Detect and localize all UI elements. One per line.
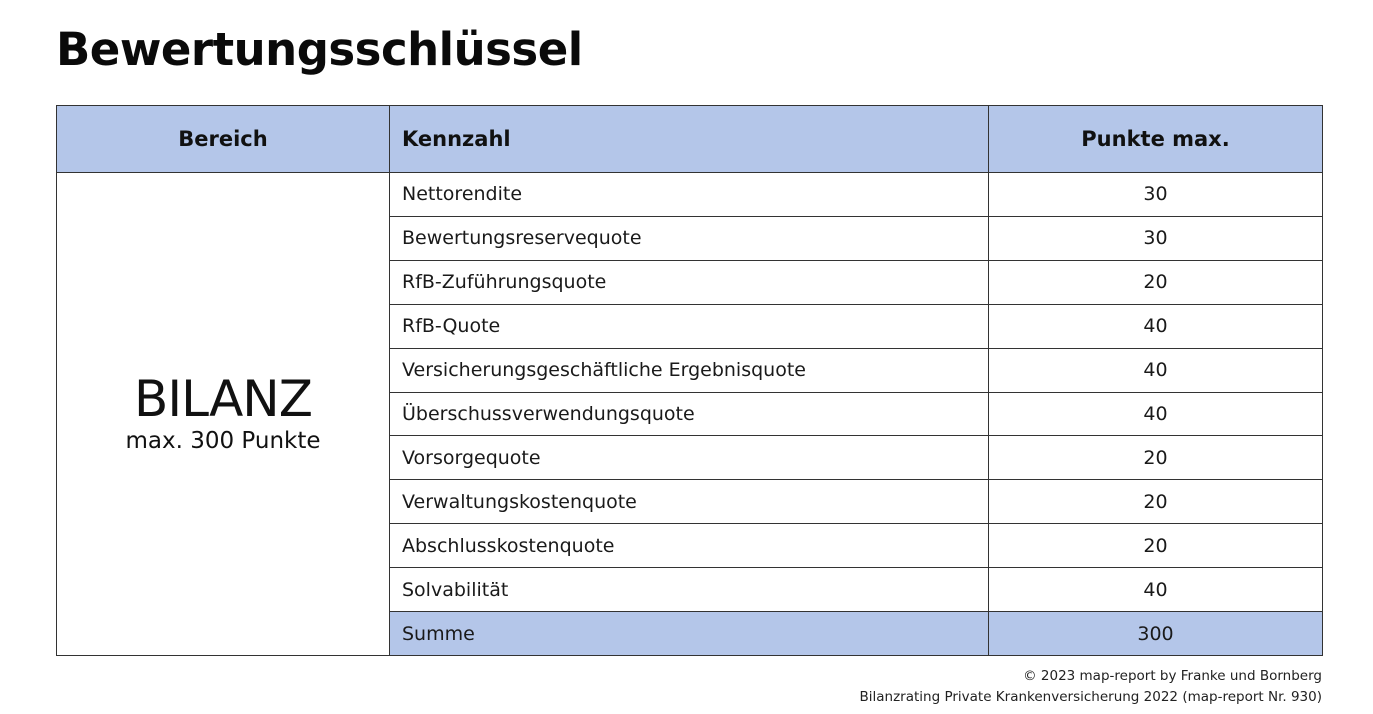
table-row	[57, 173, 1323, 217]
header-bereich: Bereich	[57, 106, 390, 173]
bereich-cell	[57, 173, 390, 656]
punkte-cell: 40	[989, 304, 1323, 348]
sum-label: Summe	[390, 612, 989, 656]
kennzahl-cell: Nettorendite	[390, 173, 989, 217]
kennzahl-cell: Solvabilität	[390, 568, 989, 612]
header-punkte: Punkte max.	[989, 106, 1323, 173]
footer-copyright: © 2023 map-report by Franke und Bornberg	[1023, 668, 1322, 684]
punkte-cell: 20	[989, 480, 1323, 524]
header-kennzahl: Kennzahl	[390, 106, 989, 173]
sum-value: 300	[989, 612, 1323, 656]
punkte-cell: 30	[989, 216, 1323, 260]
punkte-cell: 40	[989, 348, 1323, 392]
kennzahl-cell: Abschlusskostenquote	[390, 524, 989, 568]
table-header-row	[57, 106, 1323, 173]
punkte-cell: 40	[989, 568, 1323, 612]
bereich-title: BILANZ	[134, 370, 312, 428]
kennzahl-cell: Vorsorgequote	[390, 436, 989, 480]
bereich-subtitle: max. 300 Punkte	[125, 428, 321, 454]
page-title: Bewertungsschlüssel	[56, 23, 583, 76]
kennzahl-cell: Bewertungsreservequote	[390, 216, 989, 260]
punkte-cell: 30	[989, 173, 1323, 217]
kennzahl-cell: RfB-Quote	[390, 304, 989, 348]
kennzahl-cell: Verwaltungskostenquote	[390, 480, 989, 524]
footer-source: Bilanzrating Private Krankenversicherung 2022 (map-report Nr. 930)	[859, 689, 1322, 705]
scoring-table	[56, 105, 1323, 656]
kennzahl-cell: Versicherungsgeschäftliche Ergebnisquote	[390, 348, 989, 392]
punkte-cell: 20	[989, 524, 1323, 568]
kennzahl-cell: Überschussverwendungsquote	[390, 392, 989, 436]
punkte-cell: 20	[989, 436, 1323, 480]
punkte-cell: 20	[989, 260, 1323, 304]
footer-credits	[859, 666, 1322, 708]
kennzahl-cell: RfB-Zuführungsquote	[390, 260, 989, 304]
punkte-cell: 40	[989, 392, 1323, 436]
